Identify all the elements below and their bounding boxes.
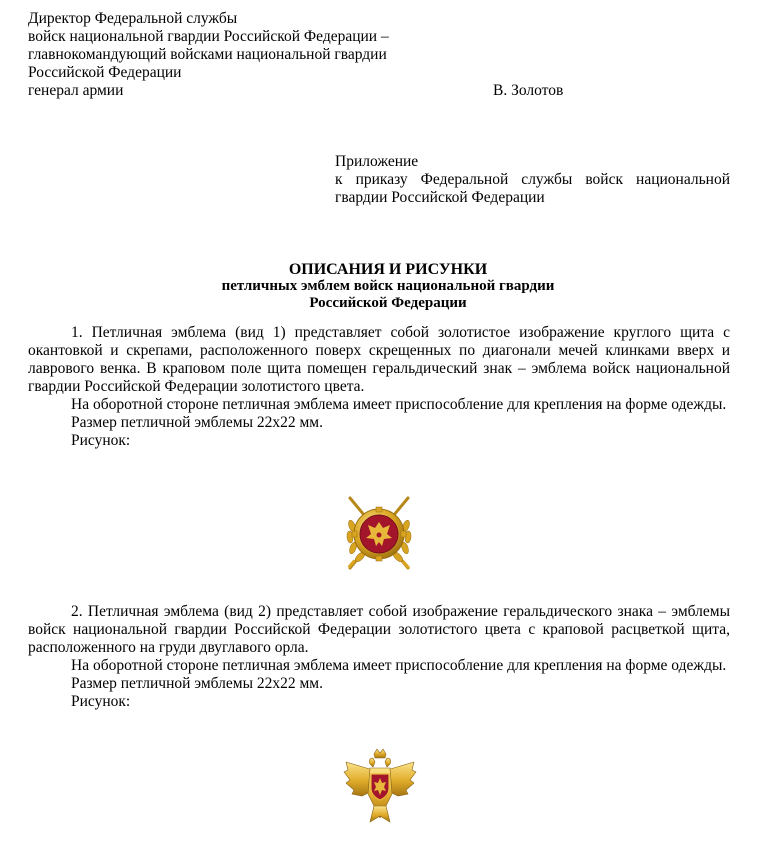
section-1-description: 1. Петличная эмблема (вид 1) представляет собой золотистое изображение круглого щита с окантовкой и скрепами, расположенного поверх скрещенных по диагонали мечей клинками вверх и лаврового венка. В краповом поле щита помещен геральдический знак – эмблема войск национальной гвардии Российской Федерации золотистого цвета. [28, 324, 730, 395]
appendix-line-3: гвардии Российской Федерации [335, 189, 545, 206]
appendix-line-2: к приказу Федеральной службы войск национальной [335, 171, 730, 188]
section-2-reverse: На оборотной стороне петличная эмблема имеет приспособление для крепления на форме одежды. [71, 657, 727, 674]
section-2-figure-label: Рисунок: [71, 693, 131, 710]
signature-rank: генерал армии [28, 82, 124, 99]
section-1-reverse: На оборотной стороне петличная эмблема имеет приспособление для крепления на форме одежды. [71, 396, 727, 413]
emblem-view-1-image [338, 492, 420, 574]
heading-main: ОПИСАНИЯ И РИСУНКИ [288, 261, 488, 278]
section-1-size: Размер петличной эмблемы 22x22 мм. [71, 414, 323, 431]
section-2 [28, 603, 730, 711]
signature-block [28, 10, 588, 100]
signature-line-3: главнокомандующий войсками национальной гвардии [28, 46, 387, 63]
appendix-block [335, 153, 730, 207]
section-1 [28, 324, 730, 450]
section-2-description: 2. Петличная эмблема (вид 2) представляет собой изображение геральдического знака – эмблемы войск национальной гвардии Российской Федерации золотистого цвета с краповой расцветкой щита, расположенного на груди двуглавого орла. [28, 603, 730, 656]
document-heading [0, 261, 776, 312]
signature-line-2: войск национальной гвардии Российской Федерации – [28, 28, 389, 45]
signature-line-4: Российской Федерации [28, 64, 182, 81]
signatory-name: В. Золотов [493, 82, 564, 99]
heading-sub-1: петличных эмблем войск национальной гвардии [221, 278, 555, 294]
emblem-view-2-image [340, 748, 420, 826]
heading-sub-2: Российской Федерации [309, 295, 467, 311]
section-2-size: Размер петличной эмблемы 22x22 мм. [71, 675, 323, 692]
signature-line-1: Директор Федеральной службы [28, 10, 238, 27]
appendix-title: Приложение [335, 153, 419, 170]
section-1-figure-label: Рисунок: [71, 432, 131, 449]
